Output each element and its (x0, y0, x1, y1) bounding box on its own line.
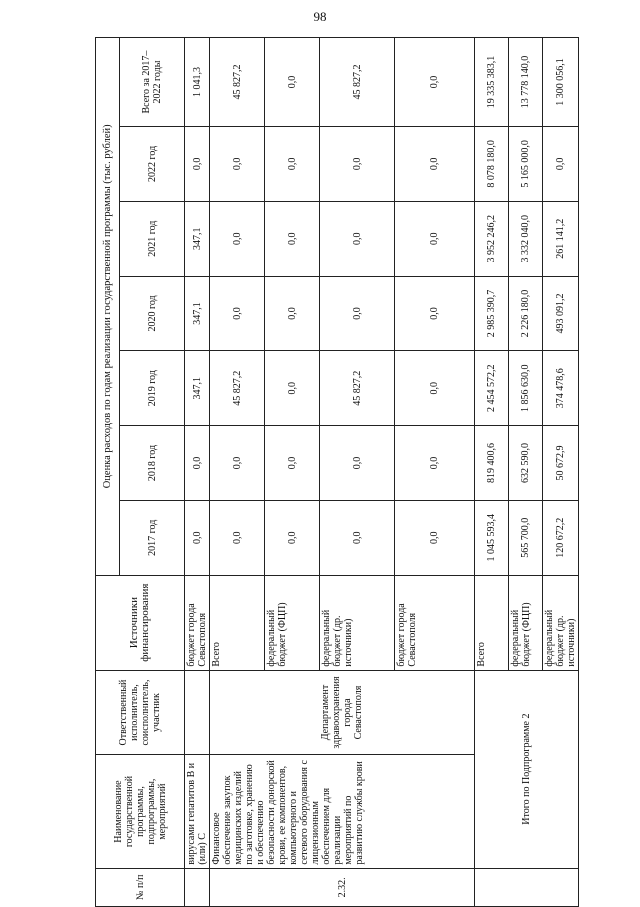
item-value-2022: 0,0 (320, 127, 395, 202)
total-value-2019: 1 856 630,0 (509, 351, 543, 426)
rotated-table-wrapper (95, 37, 577, 907)
header-num: № п/п (96, 868, 185, 906)
item-value-2018: 0,0 (210, 426, 265, 501)
item-source: федеральный бюджет (др. источники) (320, 575, 395, 670)
total-value-2018: 819 400,6 (475, 426, 509, 501)
total-name: Итого по Подпрограмме 2 (475, 670, 579, 868)
total-value-2018: 50 672,9 (543, 426, 579, 501)
total-num (475, 868, 579, 906)
total-value-total: 13 778 140,0 (509, 38, 543, 127)
item-responsible: Департамент здравоохранения города Севастополя (210, 670, 475, 755)
total-value-2019: 2 454 572,2 (475, 351, 509, 426)
item-value-total: 45 827,2 (320, 38, 395, 127)
item-value-2019: 45 827,2 (320, 351, 395, 426)
header-responsible: Ответственный исполнитель, соисполнитель, участник (96, 670, 185, 755)
item-name: Финансовое обеспечение закупок медицинских изделий по заготовке, хранению и обеспечению безопасности донорской крови, ее компонентов, компьютерного и сетевого оборудования с лицензионным обеспечением для реализации мероприятий по развитию службы крови (210, 755, 475, 868)
header-year-2021: 2021 год (120, 201, 185, 276)
total-value-2021: 3 332 040,0 (509, 201, 543, 276)
item-source: федеральный бюджет (ФЦП) (265, 575, 320, 670)
header-estimate: Оценка расходов по годам реализации государственной программы (тыс. рублей) (96, 38, 120, 576)
cont-value-2022: 0,0 (185, 127, 210, 202)
cont-value-2020: 347,1 (185, 276, 210, 351)
header-year-2020: 2020 год (120, 276, 185, 351)
cont-source: бюджет города Севастополя (185, 575, 210, 670)
item-value-2020: 0,0 (210, 276, 265, 351)
item-value-2021: 0,0 (265, 201, 320, 276)
item-value-2018: 0,0 (265, 426, 320, 501)
total-value-total: 19 335 383,1 (475, 38, 509, 127)
header-source: Источники финансирования (96, 575, 185, 670)
item-value-2019: 0,0 (395, 351, 475, 426)
cont-responsible (185, 670, 210, 755)
total-value-2021: 261 141,2 (543, 201, 579, 276)
cont-value-2019: 347,1 (185, 351, 210, 426)
item-value-2018: 0,0 (395, 426, 475, 501)
cont-value-2021: 347,1 (185, 201, 210, 276)
item-value-2017: 0,0 (320, 500, 395, 575)
item-value-2022: 0,0 (395, 127, 475, 202)
item-num: 2.32. (210, 868, 475, 906)
total-value-2020: 493 091,2 (543, 276, 579, 351)
total-source: Всего (475, 575, 509, 670)
header-name: Наименование государственной программы, подпрограммы, мероприятий (96, 755, 185, 868)
total-source: федеральный бюджет (ФЦП) (509, 575, 543, 670)
item-value-2019: 45 827,2 (210, 351, 265, 426)
item-value-2020: 0,0 (395, 276, 475, 351)
total-value-2017: 565 700,0 (509, 500, 543, 575)
total-value-2022: 0,0 (543, 127, 579, 202)
total-value-2021: 3 952 246,2 (475, 201, 509, 276)
total-value-2018: 632 590,0 (509, 426, 543, 501)
item-value-2017: 0,0 (265, 500, 320, 575)
budget-table (95, 37, 579, 907)
cont-value-2018: 0,0 (185, 426, 210, 501)
cont-num (185, 868, 210, 906)
cont-name: вирусами гепатитов В и (или) С (185, 755, 210, 868)
total-source: федеральный бюджет (др. источники) (543, 575, 579, 670)
page-number: 98 (313, 9, 327, 24)
total-value-2017: 1 045 593,4 (475, 500, 509, 575)
item-value-2022: 0,0 (210, 127, 265, 202)
header-year-total: Всего за 2017–2022 годы (120, 38, 185, 127)
total-value-2022: 8 078 180,0 (475, 127, 509, 202)
item-value-2020: 0,0 (320, 276, 395, 351)
item-value-total: 0,0 (395, 38, 475, 127)
item-value-2019: 0,0 (265, 351, 320, 426)
item-source: бюджет города Севастополя (395, 575, 475, 670)
item-value-total: 0,0 (265, 38, 320, 127)
item-value-2017: 0,0 (395, 500, 475, 575)
continuation-row (185, 38, 210, 907)
total-row-all (475, 38, 509, 907)
header-year-2022: 2022 год (120, 127, 185, 202)
item-row-total (210, 38, 265, 907)
cont-value-total: 1 041,3 (185, 38, 210, 127)
total-value-2019: 374 478,6 (543, 351, 579, 426)
item-value-total: 45 827,2 (210, 38, 265, 127)
item-value-2021: 0,0 (320, 201, 395, 276)
item-value-2018: 0,0 (320, 426, 395, 501)
item-source: Всего (210, 575, 265, 670)
total-value-2017: 120 672,2 (543, 500, 579, 575)
total-value-2020: 2 985 390,7 (475, 276, 509, 351)
item-value-2017: 0,0 (210, 500, 265, 575)
total-value-2020: 2 226 180,0 (509, 276, 543, 351)
header-year-2019: 2019 год (120, 351, 185, 426)
item-value-2020: 0,0 (265, 276, 320, 351)
item-value-2021: 0,0 (210, 201, 265, 276)
total-value-total: 1 300 056,1 (543, 38, 579, 127)
cont-value-2017: 0,0 (185, 500, 210, 575)
header-row-1 (96, 38, 120, 907)
item-value-2021: 0,0 (395, 201, 475, 276)
item-value-2022: 0,0 (265, 127, 320, 202)
header-year-2018: 2018 год (120, 426, 185, 501)
header-year-2017: 2017 год (120, 500, 185, 575)
total-value-2022: 5 165 000,0 (509, 127, 543, 202)
